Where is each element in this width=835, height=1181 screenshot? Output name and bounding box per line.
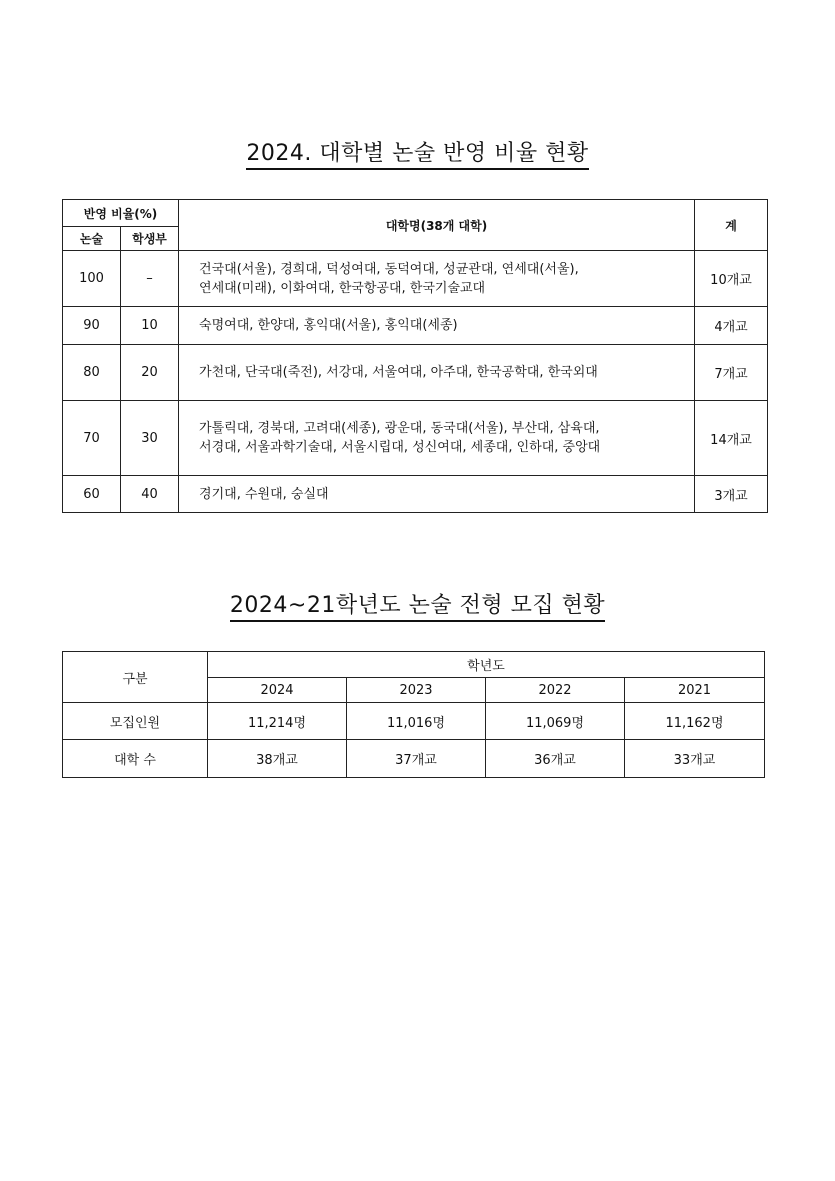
essay-ratio-cell: 80 [63, 345, 121, 401]
table-row [63, 307, 768, 345]
essay-ratio-cell: 90 [63, 307, 121, 345]
count-cell: 7개교 [695, 345, 768, 401]
value-cell: 11,016명 [347, 703, 486, 740]
header-year: 2022 [486, 678, 625, 703]
value-cell: 37개교 [347, 740, 486, 778]
count-cell: 14개교 [695, 401, 768, 476]
essay-ratio-table [62, 199, 768, 513]
univ-list-cell [179, 251, 695, 307]
univ-list-line: 숙명여대, 한양대, 홍익대(서울), 홍익대(세종) [199, 318, 458, 333]
value-cell: 36개교 [486, 740, 625, 778]
value-cell: 11,162명 [625, 703, 765, 740]
row-label: 모집인원 [63, 703, 208, 740]
univ-list-cell [179, 307, 695, 345]
table-row [63, 345, 768, 401]
univ-list-line: 서경대, 서울과학기술대, 서울시립대, 성신여대, 세종대, 인하대, 중앙대 [199, 440, 601, 455]
header-school-record: 학생부 [121, 227, 179, 251]
header-year: 2023 [347, 678, 486, 703]
univ-list-line: 건국대(서울), 경희대, 덕성여대, 동덕여대, 성균관대, 연세대(서울), [199, 261, 579, 277]
univ-list-line: 경기대, 수원대, 숭실대 [199, 486, 329, 502]
header-year-group: 학년도 [208, 652, 765, 678]
essay-ratio-cell: 100 [63, 251, 121, 307]
univ-list-line: 연세대(미래), 이화여대, 한국항공대, 한국기술교대 [199, 280, 486, 296]
count-cell: 10개교 [695, 251, 768, 307]
record-ratio-cell: – [121, 251, 179, 307]
univ-list-cell [179, 345, 695, 401]
record-ratio-cell: 30 [121, 401, 179, 476]
header-essay: 논술 [63, 227, 121, 251]
record-ratio-cell: 10 [121, 307, 179, 345]
univ-list-cell [179, 476, 695, 513]
header-category: 구분 [63, 652, 208, 703]
header-univ-names: 대학명(38개 대학) [179, 200, 695, 251]
count-cell: 3개교 [695, 476, 768, 513]
header-total: 계 [695, 200, 768, 251]
table-row [63, 740, 765, 778]
value-cell: 33개교 [625, 740, 765, 778]
univ-list-cell [179, 401, 695, 476]
header-year: 2024 [208, 678, 347, 703]
univ-list-line: 가천대, 단국대(죽전), 서강대, 서울여대, 아주대, 한국공학대, 한국외대 [199, 365, 598, 380]
table-row [63, 703, 765, 740]
header-year: 2021 [625, 678, 765, 703]
count-cell: 4개교 [695, 307, 768, 345]
essay-ratio-cell: 60 [63, 476, 121, 513]
page-title [0, 136, 835, 167]
record-ratio-cell: 20 [121, 345, 179, 401]
header-ratio-group: 반영 비율(%) [63, 200, 179, 227]
record-ratio-cell: 40 [121, 476, 179, 513]
table-row [63, 251, 768, 307]
page-title-text: 2024. 대학별 논술 반영 비율 현황 [246, 141, 588, 170]
table-row [63, 476, 768, 513]
table-row [63, 401, 768, 476]
row-label: 대학 수 [63, 740, 208, 778]
essay-ratio-cell: 70 [63, 401, 121, 476]
section-title [0, 588, 835, 619]
section-title-text: 2024~21학년도 논술 전형 모집 현황 [230, 593, 605, 622]
value-cell: 11,214명 [208, 703, 347, 740]
univ-list-line: 가톨릭대, 경북대, 고려대(세종), 광운대, 동국대(서울), 부산대, 삼육대, [199, 421, 600, 436]
recruitment-table [62, 651, 765, 778]
value-cell: 38개교 [208, 740, 347, 778]
value-cell: 11,069명 [486, 703, 625, 740]
